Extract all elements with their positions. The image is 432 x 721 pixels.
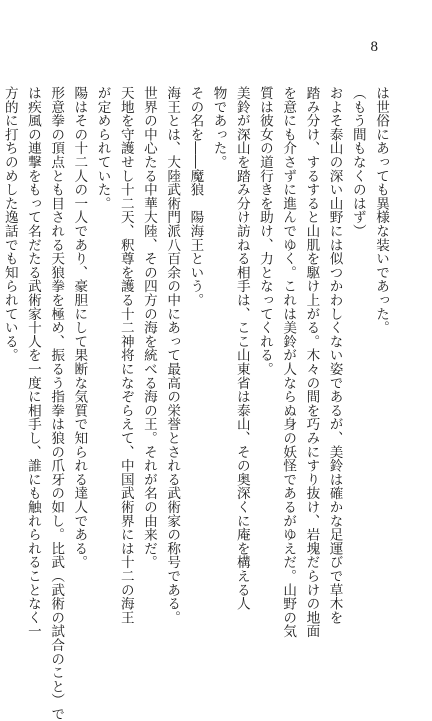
text-line: 陽はその十二人の一人であり、豪胆にして果断な気質で知られる達人である。: [71, 86, 88, 569]
text-line: 物であった。: [210, 86, 227, 169]
text-line: およそ泰山の深い山野には似つかわしくない姿であるが、美鈴は確かな足運びで草木を: [326, 86, 343, 625]
text-line: 方的に打ちのめした逸話でも知られている。: [1, 86, 18, 362]
text-line: を意にも介さずに進んでゆく。これは美鈴が人ならぬ身の妖怪であるがゆえだ。山野の気: [280, 86, 297, 638]
text-line: 踏み分け、するすると山肌を駆け上がる。木々の間を巧みにすり抜け、岩塊だらけの地面: [303, 86, 320, 638]
text-line: 質は彼女の道行きを助け、力となってくれる。: [256, 86, 273, 376]
body-text: [1, 86, 392, 721]
text-line: （もう間もなくのはず）: [349, 86, 366, 238]
text-line: 形意拳の頂点とも目される天狼拳を極め、振るう指拳は狼の爪牙の如し。比武（武術の試合のこと）で: [48, 86, 65, 721]
text-line: 美鈴が深山を踏み分け訪ねる相手は、ここ山東省は泰山、その奥深くに庵を構える人: [233, 86, 250, 611]
text-line: 海王とは、大陸武術門派八百余の中にあって最高の栄誉とされる武術家の称号である。: [164, 86, 181, 625]
text-line: が定められていた。: [94, 86, 111, 211]
text-line: 世界の中心たる中華大陸、その四方の海を統べる海の王。それが名の由来だ。: [140, 86, 157, 569]
text-line: は疾風の連撃をもって名だたる武術家十人を一度に相手し、誰にも触れられることなく一: [24, 86, 41, 638]
text-line: 天地を守護せし十二天、釈尊を護る十二神将になぞらえて、中国武術界には十二の海王: [117, 86, 134, 625]
text-line: は世俗にあっても異様な装いであった。: [373, 86, 389, 335]
page-number: 8: [370, 39, 378, 55]
text-line: その名を――魔狼 陽海王という。: [187, 86, 204, 307]
